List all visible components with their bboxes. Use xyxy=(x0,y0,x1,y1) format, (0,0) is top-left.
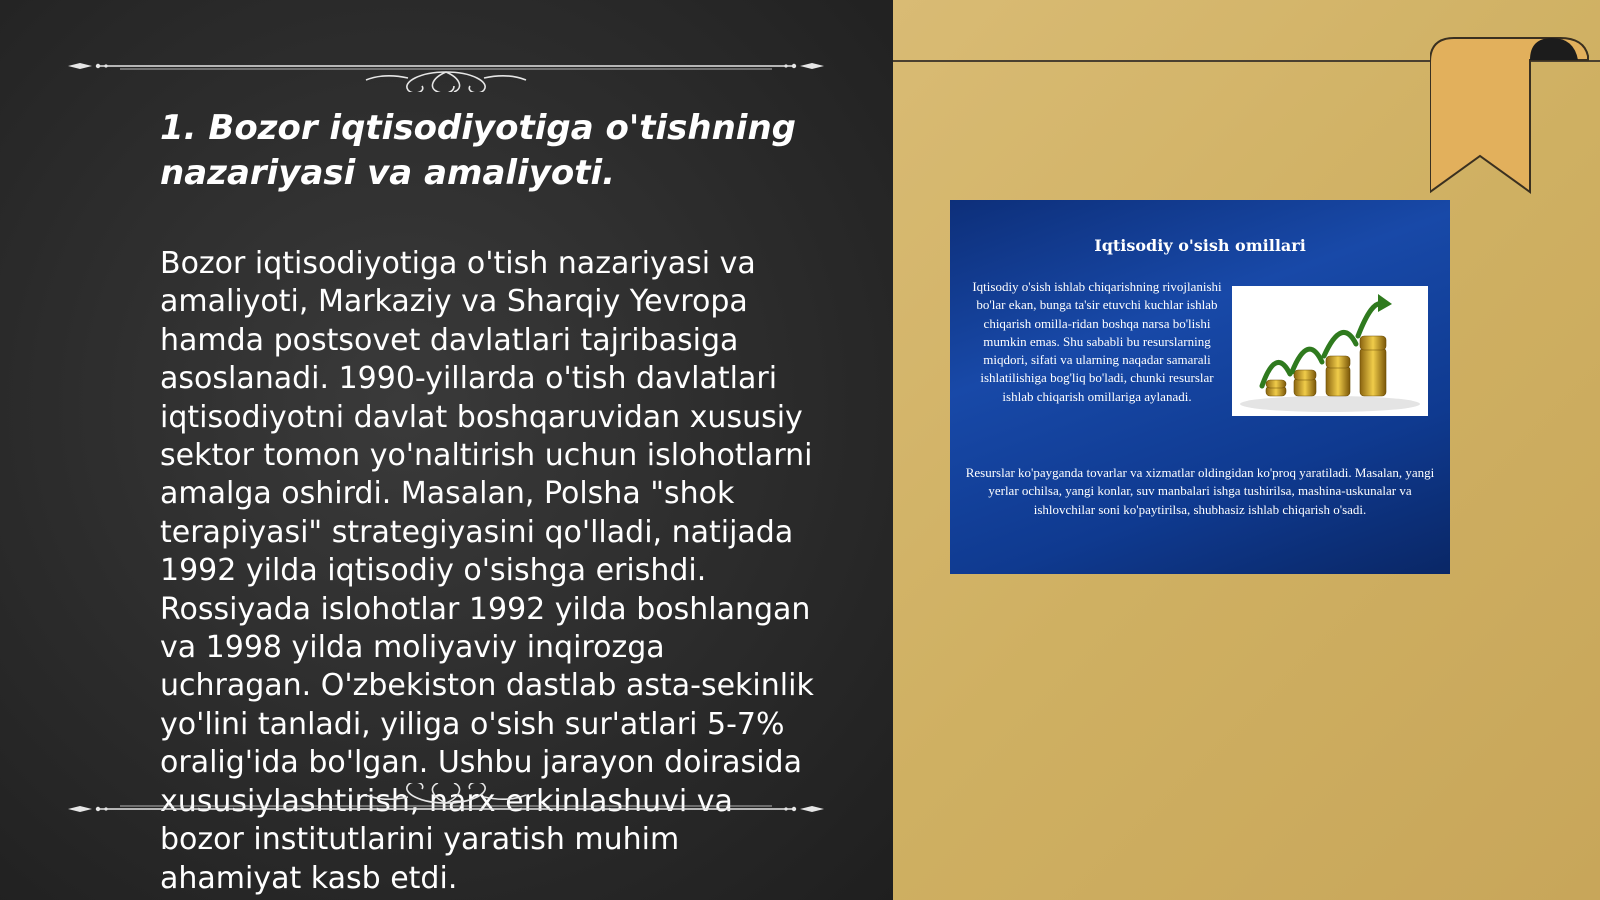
bottom-ornament-divider xyxy=(60,783,832,833)
slide-body-text: Bozor iqtisodiyotiga o'tish nazariyasi va amaliyoti, Markaziy va Sharqiy Yevropa hamda postsovet davlatlari tajribasiga asoslanadi. 1990-yillarda o'tish davlatlari iqtisodiyotni davlat boshqaruvidan xususiy sektor tomon yo'naltirish uchun islohotlarni amalga oshirdi. Masalan, Polsha "shok terapiyasi" strategiyasini qo'lladi, natijada 1992 yilda iqtisodiy o'sishga erishdi. Rossiyada islohotlar 1992 yilda boshlangan va 1998 yilda moliyaviy inqirozga uchragan. O'zbekiston dastlab asta-sekinlik yo'lini tanladi, yiliga o'sish sur'atlari 5-7% oralig'ida bo'lgan. Ushbu jarayon doirasida xususiylashtirish, narx erkinlashuvi va bozor institutlarini yaratish muhim ahamiyat kasb etdi. xyxy=(160,246,814,896)
inset-slide-image xyxy=(950,200,1450,574)
inset-paragraph-2: Resurslar ko'payganda tovarlar va xizmatlar oldingidan ko'proq yaratiladi. Masalan, yangi yerlar ochilsa, yangi konlar, suv manbalari ishga tushirilsa, mashina-uskunalar va ishlovchilar soni ko'paytirilsa, shubhasiz ishlab chiqarish o'sadi. xyxy=(965,465,1435,517)
top-ornament-divider xyxy=(60,42,832,92)
bookmark-ribbon-icon xyxy=(1430,32,1590,202)
slide-title: 1. Bozor iqtisodiyotiga o'tishning nazariyasi va amaliyoti. xyxy=(160,108,796,193)
gold-coin-stacks-growth-icon xyxy=(1232,286,1428,416)
inset-title: Iqtisodiy o'sish omillari xyxy=(1094,236,1306,255)
inset-paragraph-1: Iqtisodiy o'sish ishlab chiqarishning rivojlanishi bo'lar ekan, bunga ta'sir etuvchi kuchlar ishlab chiqarish omilla-ridan boshqa narsa bo'lishi mumkin emas. Shu sababli bu resurslarning miqdori, sifati va ularning naqadar samarali ishlatilishiga bog'liq bo'ladi, chunki resurslar ishlab chiqarish omillariga aylanadi. xyxy=(972,279,1222,404)
